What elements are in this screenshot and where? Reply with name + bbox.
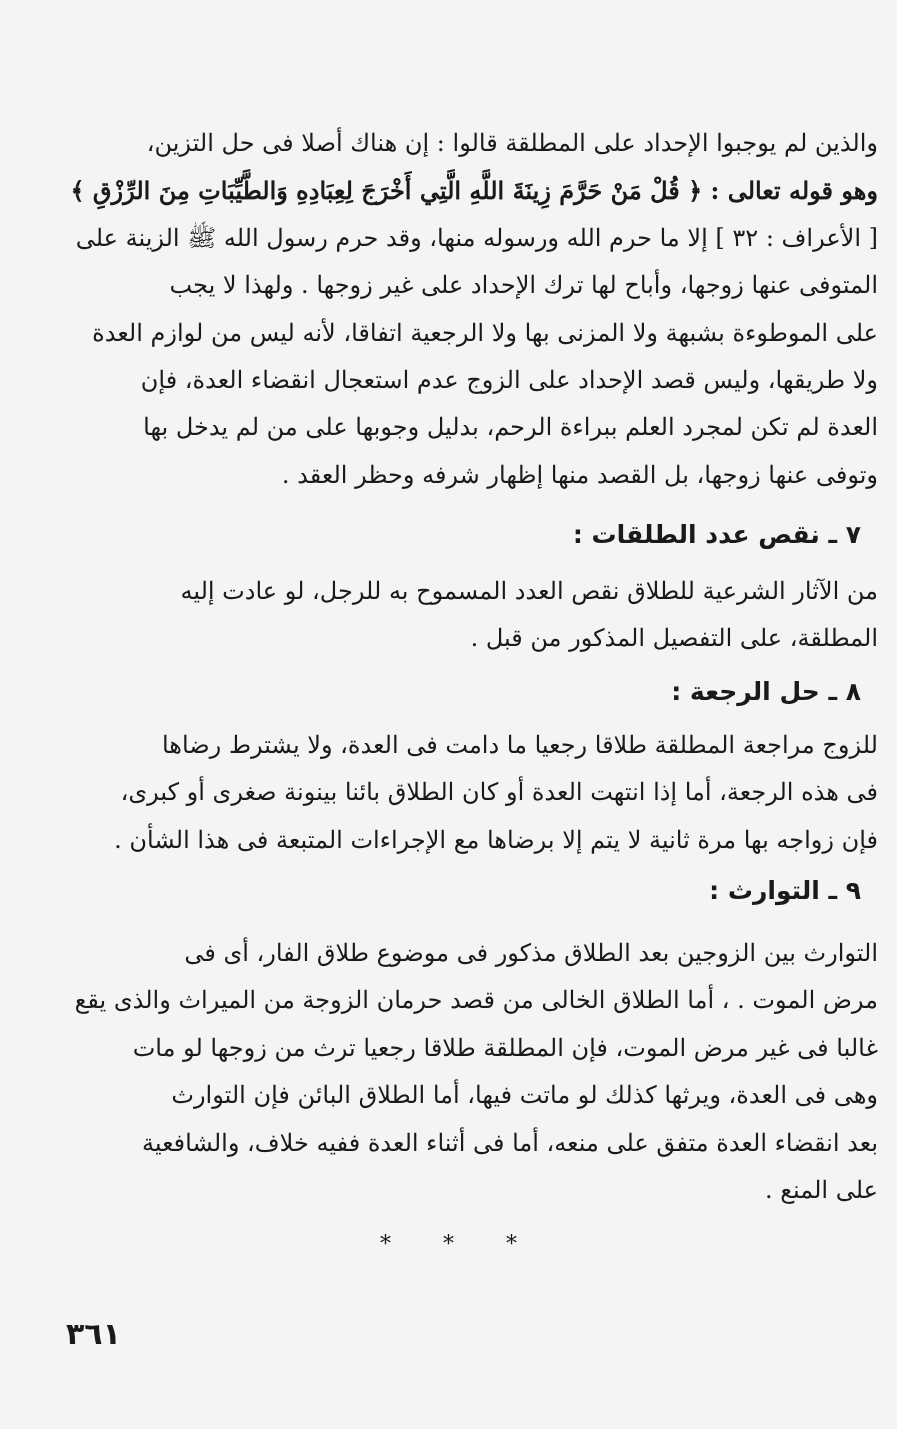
section-heading-8: ٨ ـ حل الرجعة :: [671, 677, 861, 706]
text-line: العدة لم تكن لمجرد العلم ببراءة الرحم، بدليل وجوبها على من لم يدخل بها: [143, 413, 878, 442]
text-line: من الآثار الشرعية للطلاق نقص العدد المسموح به للرجل، لو عادت إليه: [180, 577, 878, 605]
text-line: المطلقة، على التفصيل المذكور من قبل .: [470, 624, 878, 653]
quran-verse-line: وهو قوله تعالى : ﴿ قُلْ مَنْ حَرَّمَ زِينَةَ اللَّهِ الَّتِي أَخْرَجَ لِعِبَادِهِ وَالطَّيِّبَاتِ مِنَ الرِّزْقِ ﴾: [70, 176, 878, 206]
text-line: للزوج مراجعة المطلقة طلاقا رجعيا ما دامت فى العدة، ولا يشترط رضاها: [161, 731, 878, 759]
text-line: التوارث بين الزوجين بعد الطلاق مذكور فى موضوع طلاق الفار، أى فى: [184, 939, 878, 967]
paragraph-mourning: [66, 120, 878, 499]
section-heading-9: ٩ ـ التوارث :: [709, 876, 861, 905]
separator-star: *: [443, 1232, 454, 1257]
text-line: وتوفى عنها زوجها، بل القصد منها إظهار شرفه وحظر العقد .: [281, 460, 878, 489]
separator-star: *: [506, 1232, 517, 1257]
section-separator: [0, 1232, 897, 1257]
text-line: على الموطوءة بشبهة ولا المزنى بها ولا الرجعية اتفاقا، لأنه ليس من لوازم العدة: [92, 318, 878, 347]
section-heading-7: ٧ ـ نقص عدد الطلقات :: [572, 520, 861, 549]
text-line: [ الأعراف : ٣٢ ] إلا ما حرم الله ورسوله منها، وقد حرم رسول الله ﷺ الزينة على: [75, 223, 878, 252]
text-line: فإن زواجه بها مرة ثانية لا يتم إلا برضاها مع الإجراءات المتبعة فى هذا الشأن .: [114, 825, 878, 854]
text-line: فى هذه الرجعة، أما إذا انتهت العدة أو كان الطلاق بائنا بينونة صغرى أو كبرى،: [120, 778, 878, 807]
text-line: على المنع .: [764, 1175, 878, 1204]
text-line: غالبا فى غير مرض الموت، فإن المطلقة طلاقا رجعيا ترث من زوجها لو مات: [132, 1033, 878, 1062]
paragraph-inheritance: [66, 930, 878, 1214]
paragraph-return: [66, 722, 878, 864]
paragraph-divorce-count: [66, 568, 878, 663]
text-line: مرض الموت . ، أما الطلاق الخالى من قصد حرمان الزوجة من الميراث والذى يقع: [74, 986, 878, 1015]
text-line: والذين لم يوجبوا الإحداد على المطلقة قالوا : إن هناك أصلا فى حل التزين،: [146, 129, 878, 157]
text-line: ولا طريقها، وليس قصد الإحداد على الزوج عدم استعجال انقضاء العدة، فإن: [140, 365, 878, 394]
page-number: ٣٦١: [66, 1317, 121, 1352]
text-line: بعد انقضاء العدة متفق على منعه، أما فى أثناء العدة ففيه خلاف، والشافعية: [141, 1128, 878, 1157]
text-line: المتوفى عنها زوجها، وأباح لها ترك الإحداد على غير زوجها . ولهذا لا يجب: [169, 271, 878, 300]
separator-star: *: [380, 1232, 391, 1257]
text-line: وهى فى العدة، ويرثها كذلك لو ماتت فيها، أما الطلاق البائن فإن التوارث: [171, 1081, 878, 1110]
